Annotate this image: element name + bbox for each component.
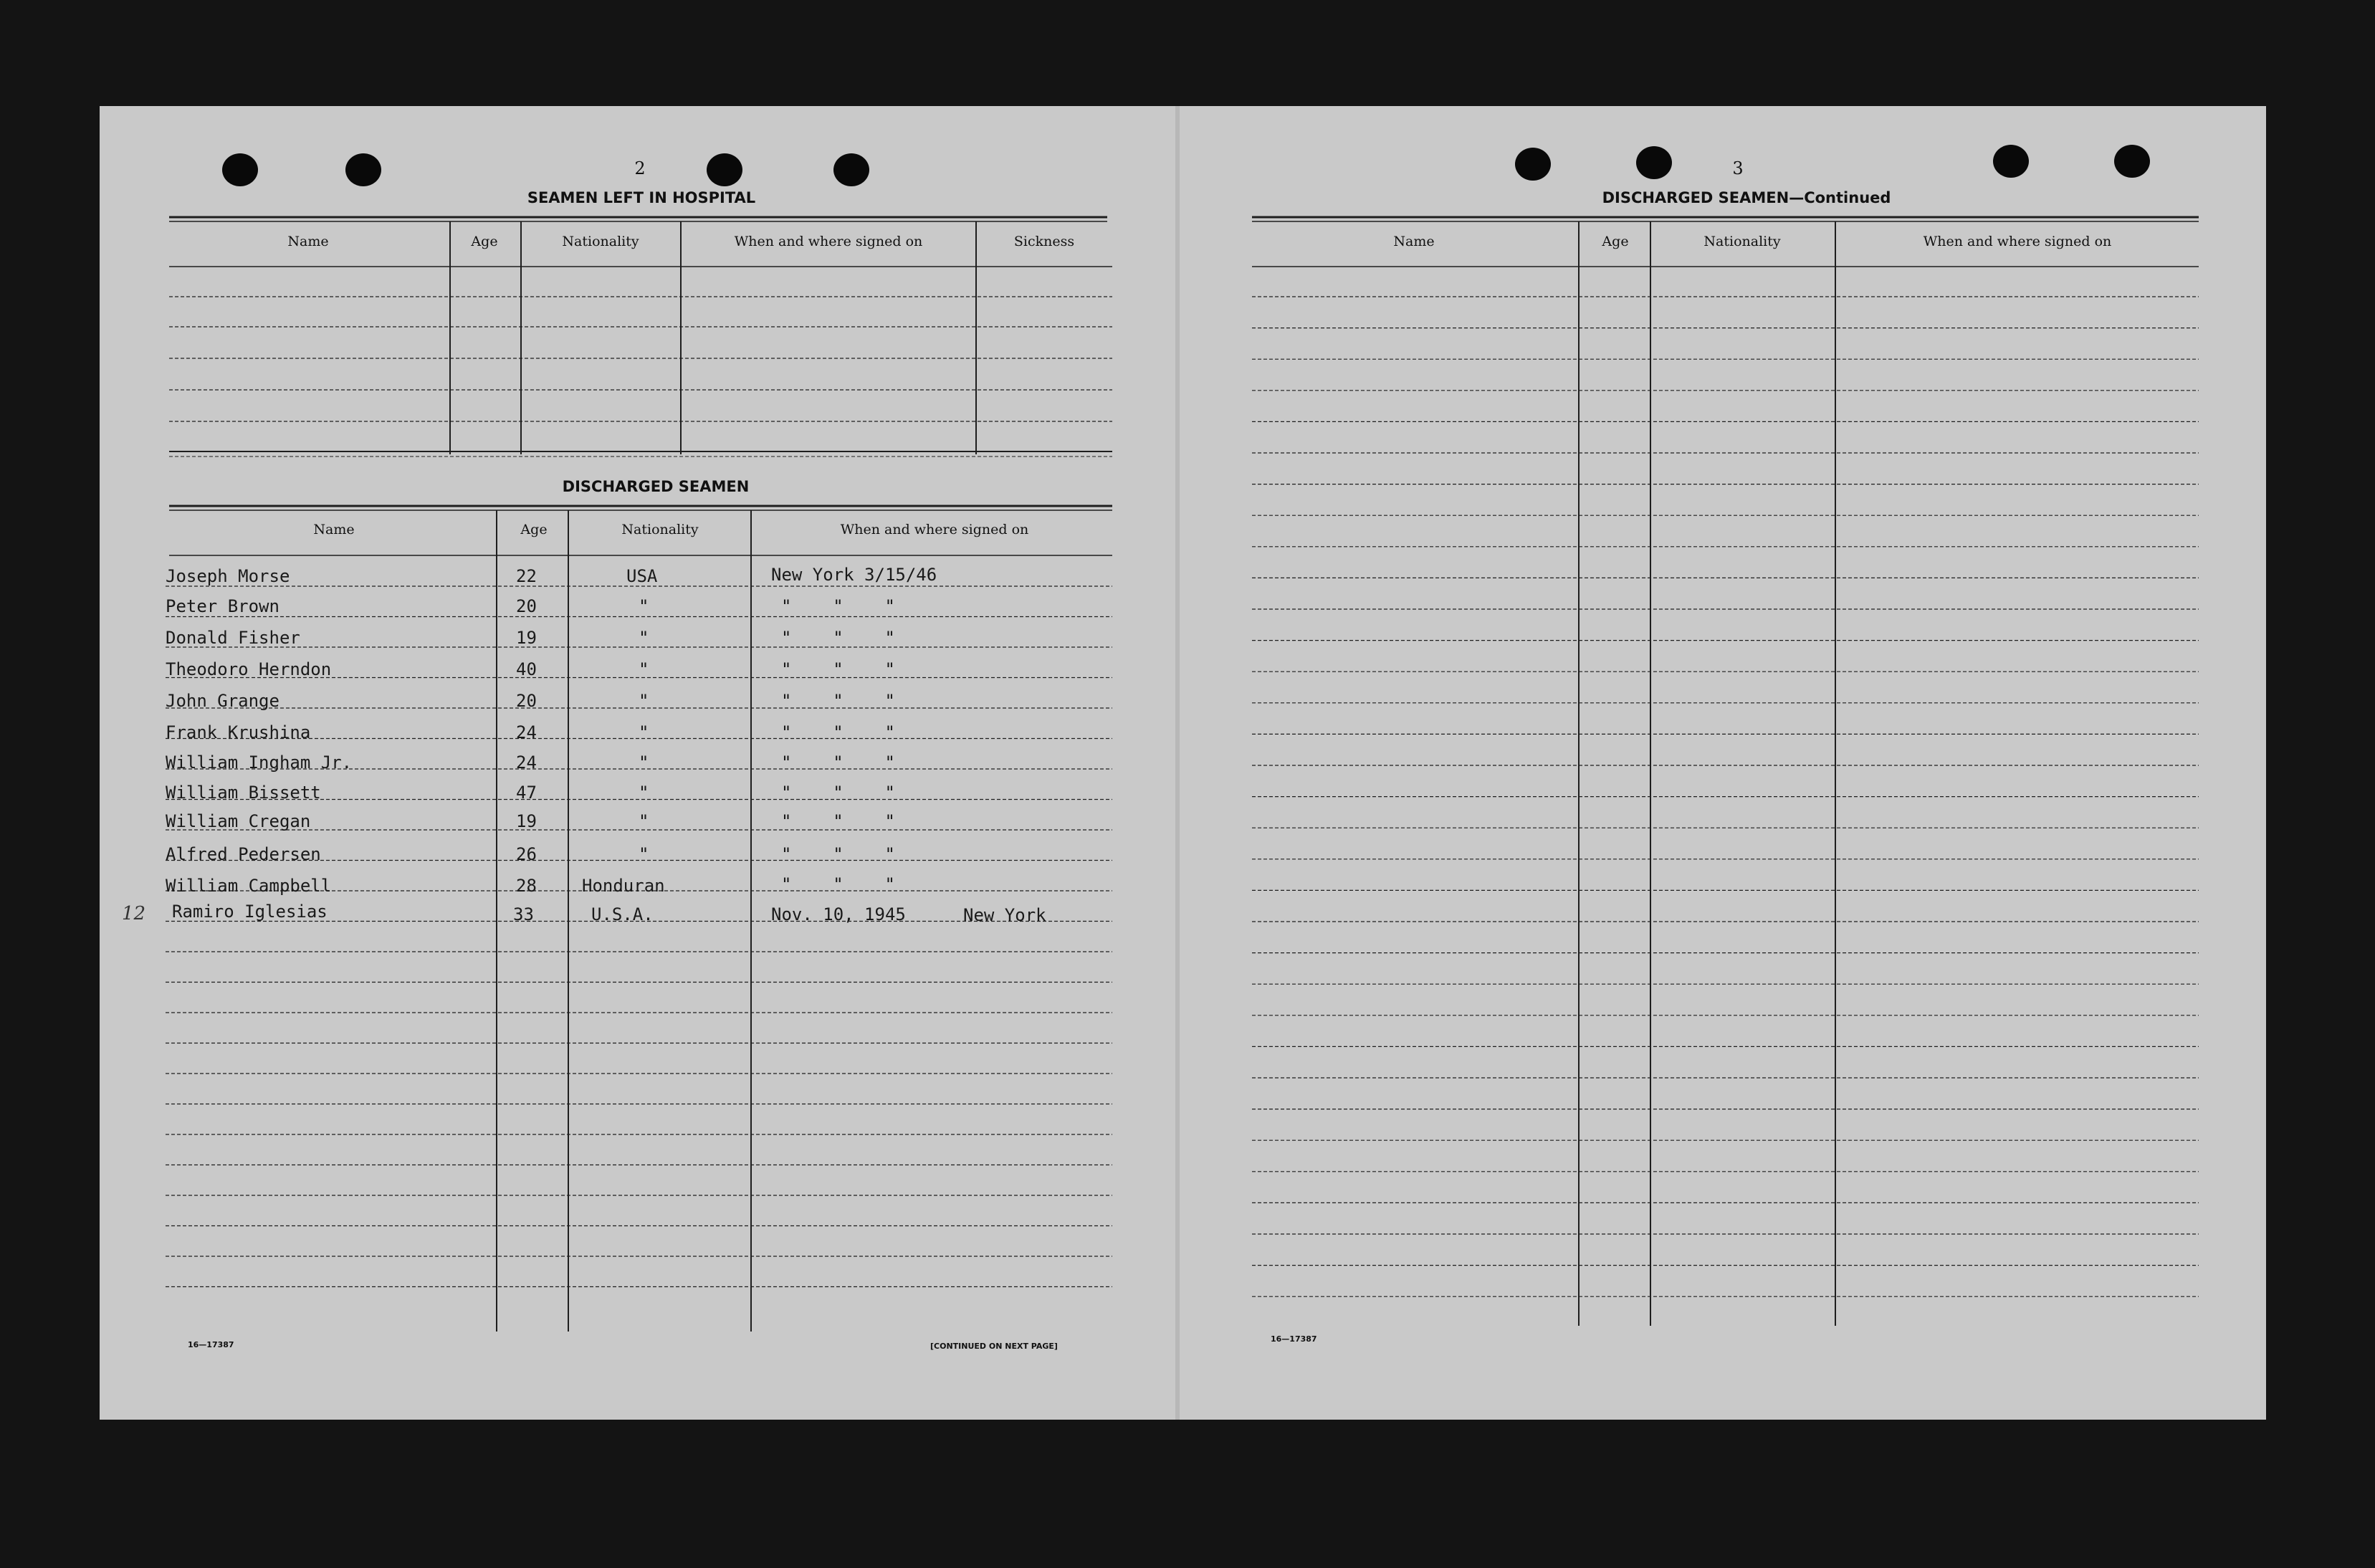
seaman-nationality: " bbox=[639, 811, 649, 831]
seaman-name: William Bissett bbox=[166, 783, 321, 803]
hospital-col-age: Age bbox=[471, 234, 498, 249]
hospital-col-sickness: Sickness bbox=[1013, 234, 1075, 249]
right-col-age: Age bbox=[1602, 234, 1629, 249]
continued-note: [CONTINUED ON NEXT PAGE] bbox=[930, 1342, 1058, 1351]
form-number-left: 16—17387 bbox=[188, 1340, 234, 1349]
seaman-name: Frank Krushina bbox=[166, 722, 311, 742]
seaman-name: John Grange bbox=[166, 691, 279, 711]
seaman-nationality: " bbox=[639, 596, 649, 616]
seaman-signed-on: New York 3/15/46 bbox=[771, 565, 937, 585]
hospital-section-title: SEAMEN LEFT IN HOSPITAL bbox=[527, 189, 756, 206]
seaman-nationality: " bbox=[639, 752, 649, 773]
seaman-name: Donald Fisher bbox=[166, 628, 300, 648]
seaman-name: William Campbell bbox=[166, 876, 332, 896]
hospital-col-when-where: When and where signed on bbox=[734, 234, 923, 249]
seaman-nationality: " bbox=[639, 659, 649, 679]
hospital-col-nationality: Nationality bbox=[562, 234, 639, 249]
form-number-right: 16—17387 bbox=[1271, 1334, 1317, 1344]
seaman-signed-on: " " " bbox=[781, 596, 895, 616]
seaman-age: 40 bbox=[516, 659, 537, 679]
margin-note: 12 bbox=[122, 903, 146, 924]
seaman-age: 47 bbox=[516, 783, 537, 803]
seaman-name: William Ingham Jr. bbox=[166, 752, 353, 773]
seaman-nationality: " bbox=[639, 691, 649, 711]
seaman-age: 19 bbox=[516, 811, 537, 831]
seaman-nationality: " bbox=[639, 628, 649, 648]
seaman-name: Joseph Morse bbox=[166, 566, 290, 586]
seaman-age: 28 bbox=[516, 876, 537, 896]
right-col-nationality: Nationality bbox=[1703, 234, 1781, 249]
seaman-signed-on: " " " bbox=[781, 874, 895, 894]
discharged-col-name: Name bbox=[313, 522, 355, 537]
seaman-age: 24 bbox=[516, 722, 537, 742]
seaman-nationality: " bbox=[639, 783, 649, 803]
seaman-name: Peter Brown bbox=[166, 596, 279, 616]
seaman-signed-on: " " " bbox=[781, 811, 895, 831]
seaman-nationality: USA bbox=[626, 566, 658, 586]
right-col-when-where: When and where signed on bbox=[1923, 234, 2112, 249]
seaman-name: Alfred Pedersen bbox=[166, 844, 321, 864]
seaman-signed-on: " " " bbox=[781, 722, 895, 742]
seaman-age: 33 bbox=[513, 904, 534, 924]
seaman-nationality: U.S.A. bbox=[591, 904, 654, 924]
seaman-age: 26 bbox=[516, 844, 537, 864]
page-number-left: 2 bbox=[634, 158, 646, 178]
seaman-age: 22 bbox=[516, 566, 537, 586]
seaman-signed-on-place: New York bbox=[963, 905, 1046, 925]
discharged-section-title: DISCHARGED SEAMEN bbox=[562, 478, 750, 495]
seaman-name: William Cregan bbox=[166, 811, 311, 831]
seaman-signed-on: " " " bbox=[781, 691, 895, 711]
seaman-age: 24 bbox=[516, 752, 537, 773]
discharged-col-when-where: When and where signed on bbox=[840, 522, 1029, 537]
seaman-nationality: Honduran bbox=[582, 876, 665, 896]
seaman-age: 20 bbox=[516, 596, 537, 616]
seaman-signed-on: " " " bbox=[781, 659, 895, 679]
seaman-signed-on: " " " bbox=[781, 783, 895, 803]
right-col-name: Name bbox=[1393, 234, 1435, 249]
seaman-age: 19 bbox=[516, 628, 537, 648]
right-section-title: DISCHARGED SEAMEN—Continued bbox=[1602, 189, 1891, 206]
seaman-signed-on: " " " bbox=[781, 844, 895, 864]
seaman-signed-on: Nov. 10, 1945 bbox=[771, 904, 906, 924]
seaman-age: 20 bbox=[516, 691, 537, 711]
hospital-col-name: Name bbox=[287, 234, 329, 249]
discharged-col-age: Age bbox=[520, 522, 548, 537]
seaman-nationality: " bbox=[639, 844, 649, 864]
page-number-right: 3 bbox=[1732, 158, 1744, 178]
seaman-signed-on: " " " bbox=[781, 628, 895, 648]
seaman-name: Ramiro Iglesias bbox=[172, 902, 328, 922]
seaman-signed-on: " " " bbox=[781, 752, 895, 773]
discharged-col-nationality: Nationality bbox=[621, 522, 699, 537]
seaman-name: Theodoro Herndon bbox=[166, 659, 332, 679]
seaman-nationality: " bbox=[639, 722, 649, 742]
